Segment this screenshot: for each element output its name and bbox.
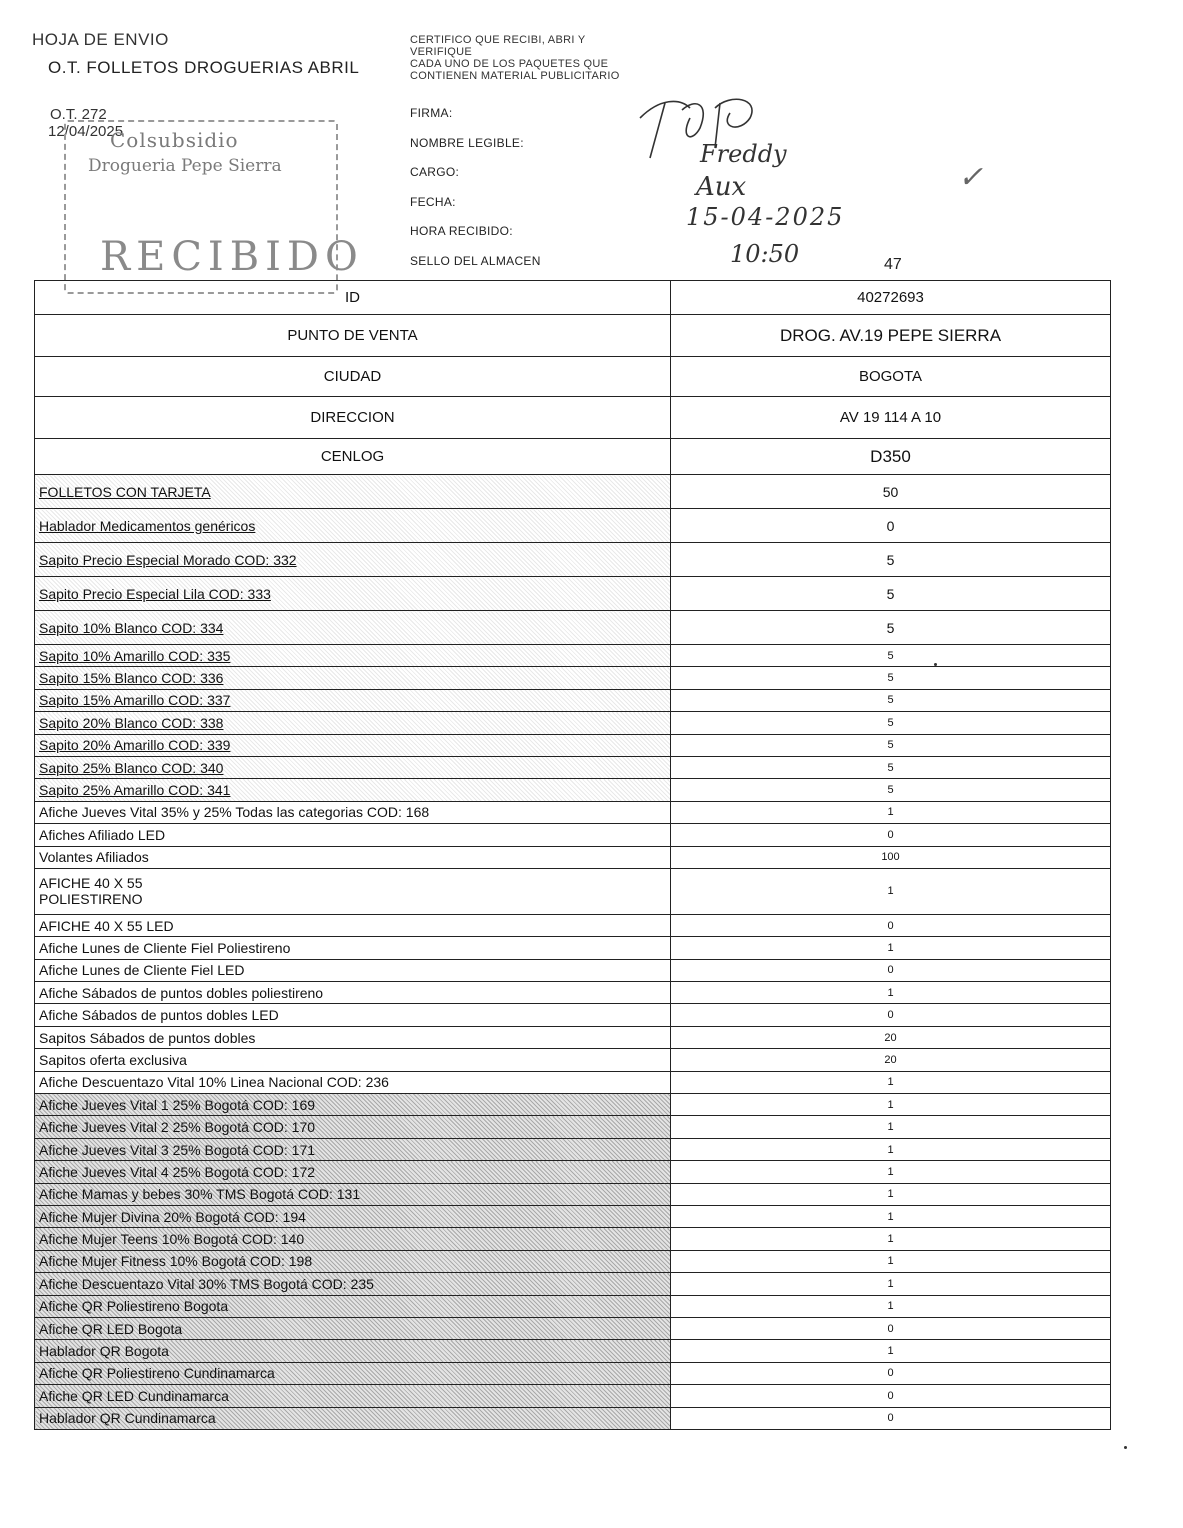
item-row: [35, 846, 1111, 868]
item-label-text: Hablador Medicamentos genéricos: [39, 517, 256, 534]
header-title: HOJA DE ENVIO: [32, 30, 169, 49]
item-label: [35, 577, 671, 611]
item-label-text: Afiche Lunes de Cliente Fiel LED: [39, 962, 245, 979]
item-label-text: Sapitos oferta exclusiva: [39, 1051, 187, 1068]
header-date: 12/04/2025: [48, 123, 124, 140]
item-row: [35, 475, 1111, 509]
item-label-text: Sapito 10% Amarillo COD: 335: [39, 647, 231, 664]
item-quantity: 1: [671, 868, 1111, 914]
item-label-text: Hablador QR Cundinamarca: [39, 1410, 216, 1427]
item-label: [35, 1250, 671, 1272]
check-mark: ✓: [958, 160, 984, 195]
item-label: [35, 1161, 671, 1183]
item-label-text: Volantes Afiliados: [39, 849, 149, 866]
item-quantity: 50: [671, 475, 1111, 509]
field-firma: FIRMA:: [410, 106, 453, 120]
item-label: [35, 824, 671, 846]
item-label: [35, 801, 671, 823]
info-value: D350: [671, 439, 1111, 475]
item-quantity: 1: [671, 1340, 1111, 1362]
handwritten-name: Freddy: [700, 140, 787, 168]
item-row: [35, 667, 1111, 689]
item-label-text: Afiches Afiliado LED: [39, 826, 166, 843]
item-row: [35, 712, 1111, 734]
info-label: CIUDAD: [35, 357, 671, 397]
info-value: BOGOTA: [671, 357, 1111, 397]
info-value: 40272693: [671, 281, 1111, 315]
item-row: [35, 1161, 1111, 1183]
item-label: [35, 1362, 671, 1384]
item-label-text: Afiche Descuentazo Vital 10% Linea Nacional COD: 236: [39, 1074, 389, 1091]
item-row: [35, 959, 1111, 981]
item-quantity: 0: [671, 914, 1111, 936]
item-row: [35, 1407, 1111, 1429]
order-number: O.T. 272: [50, 106, 107, 123]
item-quantity: 0: [671, 959, 1111, 981]
item-quantity: 5: [671, 543, 1111, 577]
item-label-text: Afiche Mujer Divina 20% Bogotá COD: 194: [39, 1208, 306, 1225]
info-row: [35, 357, 1111, 397]
item-quantity: 1: [671, 1273, 1111, 1295]
item-quantity: 5: [671, 577, 1111, 611]
item-quantity: 1: [671, 937, 1111, 959]
item-quantity: 1: [671, 801, 1111, 823]
scan-speck: [934, 663, 937, 666]
item-label-text: Sapito 25% Blanco COD: 340: [39, 759, 224, 776]
item-label: [35, 1273, 671, 1295]
item-quantity: 1: [671, 1161, 1111, 1183]
item-row: [35, 645, 1111, 667]
certification-text: [410, 34, 670, 82]
item-label: [35, 1340, 671, 1362]
item-row: [35, 1273, 1111, 1295]
item-quantity: 5: [671, 645, 1111, 667]
item-quantity: 20: [671, 1049, 1111, 1071]
item-label: [35, 645, 671, 667]
item-row: [35, 1094, 1111, 1116]
item-label-text: Afiche QR LED Bogota: [39, 1320, 183, 1337]
item-label: [35, 846, 671, 868]
item-quantity: 100: [671, 846, 1111, 868]
cert-line-2: VERIFIQUE: [410, 46, 472, 58]
item-label-text: AFICHE 40 X 55 LED: [39, 917, 174, 934]
item-label-text: Afiche Descuentazo Vital 30% TMS Bogotá COD: 235: [39, 1275, 374, 1292]
page-number: 47: [884, 256, 902, 273]
item-label-text: Afiche Mujer Fitness 10% Bogotá COD: 198: [39, 1253, 313, 1270]
handwritten-date: 15-04-2025: [686, 203, 845, 231]
item-label: [35, 1138, 671, 1160]
item-label: [35, 689, 671, 711]
item-quantity: 1: [671, 982, 1111, 1004]
stamp-word: RECIBIDO: [100, 234, 364, 280]
item-row: [35, 1250, 1111, 1272]
item-row: [35, 1049, 1111, 1071]
item-label: [35, 959, 671, 981]
item-row: [35, 801, 1111, 823]
item-label-text: Sapitos Sábados de puntos dobles: [39, 1029, 256, 1046]
item-quantity: 20: [671, 1026, 1111, 1048]
item-quantity: 0: [671, 1362, 1111, 1384]
info-label: ID: [35, 281, 671, 315]
item-row: [35, 756, 1111, 778]
item-quantity: 5: [671, 611, 1111, 645]
item-row: [35, 1295, 1111, 1317]
item-label: [35, 667, 671, 689]
item-label: [35, 1116, 671, 1138]
item-label: [35, 1004, 671, 1026]
item-label: [35, 1094, 671, 1116]
item-row: [35, 734, 1111, 756]
item-label-text: Hablador QR Bogota: [39, 1343, 169, 1360]
field-fecha: FECHA:: [410, 194, 456, 209]
item-label-text: Afiche Lunes de Cliente Fiel Poliestireno: [39, 939, 291, 956]
item-row: [35, 1385, 1111, 1407]
scan-speck: [1124, 1446, 1127, 1449]
info-value: DROG. AV.19 PEPE SIERRA: [671, 315, 1111, 357]
item-label-text: Sapito 15% Amarillo COD: 337: [39, 692, 231, 709]
item-label: [35, 734, 671, 756]
item-quantity: 5: [671, 712, 1111, 734]
item-label-text: Afiche QR LED Cundinamarca: [39, 1387, 229, 1404]
info-label: CENLOG: [35, 439, 671, 475]
item-label-text: Sapito 25% Amarillo COD: 341: [39, 782, 231, 799]
item-row: [35, 577, 1111, 611]
signature-fields: [410, 106, 541, 283]
item-quantity: 1: [671, 1183, 1111, 1205]
item-quantity: 1: [671, 1138, 1111, 1160]
item-label: [35, 1205, 671, 1227]
item-label: [35, 1071, 671, 1093]
item-label: [35, 712, 671, 734]
item-label-text: AFICHE 40 X 55: [39, 875, 143, 892]
header-subtitle: O.T. FOLLETOS DROGUERIAS ABRIL: [48, 58, 360, 77]
field-cargo: CARGO:: [410, 165, 460, 179]
item-label-text: Afiche QR Poliestireno Bogota: [39, 1298, 229, 1315]
item-quantity: 1: [671, 1094, 1111, 1116]
item-label: [35, 868, 671, 914]
item-row: [35, 868, 1111, 914]
item-label: [35, 509, 671, 543]
item-quantity: 1: [671, 1071, 1111, 1093]
item-quantity: 0: [671, 1385, 1111, 1407]
item-quantity: 0: [671, 824, 1111, 846]
item-quantity: 1: [671, 1116, 1111, 1138]
item-label: [35, 1228, 671, 1250]
handwritten-role: Aux: [696, 172, 747, 202]
item-label-text: FOLLETOS CON TARJETA: [39, 483, 211, 500]
item-label: [35, 937, 671, 959]
info-value: AV 19 114 A 10: [671, 397, 1111, 439]
item-quantity: 5: [671, 756, 1111, 778]
stamp-store: Drogueria Pepe Sierra: [88, 156, 282, 176]
item-label-text: Afiche Jueves Vital 4 25% Bogotá COD: 172: [39, 1163, 316, 1180]
cert-line-4: CONTIENEN MATERIAL PUBLICITARIO: [410, 70, 620, 82]
item-label-text: Afiche QR Poliestireno Cundinamarca: [39, 1365, 275, 1382]
delivery-table: [34, 280, 1111, 1430]
item-label-text: Afiche Jueves Vital 3 25% Bogotá COD: 171: [39, 1141, 316, 1158]
item-label-text: Afiche Jueves Vital 2 25% Bogotá COD: 170: [39, 1119, 316, 1136]
item-label-text: Afiche Sábados de puntos dobles poliestireno: [39, 984, 324, 1001]
item-label-text: Sapito 20% Blanco COD: 338: [39, 714, 224, 731]
item-row: [35, 543, 1111, 577]
cert-line-3: CADA UNO DE LOS PAQUETES QUE: [410, 58, 609, 70]
info-row: [35, 397, 1111, 439]
item-row: [35, 1004, 1111, 1026]
item-quantity: 5: [671, 734, 1111, 756]
item-quantity: 0: [671, 1407, 1111, 1429]
info-row: [35, 439, 1111, 475]
item-row: [35, 689, 1111, 711]
item-quantity: 1: [671, 1295, 1111, 1317]
item-quantity: 5: [671, 667, 1111, 689]
item-label-text: Sapito Precio Especial Lila COD: 333: [39, 585, 271, 602]
item-label-text: Afiche Mujer Teens 10% Bogotá COD: 140: [39, 1231, 305, 1248]
item-label-text: Sapito Precio Especial Morado COD: 332: [39, 551, 297, 568]
info-label: DIRECCION: [35, 397, 671, 439]
item-quantity: 0: [671, 1317, 1111, 1339]
item-row: [35, 779, 1111, 801]
item-label-text: Sapito 15% Blanco COD: 336: [39, 670, 224, 687]
item-row: [35, 824, 1111, 846]
item-quantity: 1: [671, 1228, 1111, 1250]
cert-line-1: CERTIFICO QUE RECIBI, ABRI Y: [410, 34, 586, 46]
item-label: [35, 475, 671, 509]
item-label: [35, 779, 671, 801]
item-label-text: Afiche Jueves Vital 35% y 25% Todas las categorias COD: 168: [39, 804, 430, 821]
item-row: [35, 1071, 1111, 1093]
item-row: [35, 914, 1111, 936]
item-label: [35, 1385, 671, 1407]
item-label: [35, 1295, 671, 1317]
item-label: [35, 1407, 671, 1429]
item-label-text: Afiche Mamas y bebes 30% TMS Bogotá COD: 131: [39, 1186, 361, 1203]
item-label-text: Afiche Jueves Vital 1 25% Bogotá COD: 169: [39, 1096, 316, 1113]
item-label: [35, 756, 671, 778]
item-row: [35, 937, 1111, 959]
item-label: [35, 1317, 671, 1339]
info-row: [35, 281, 1111, 315]
item-quantity: 5: [671, 779, 1111, 801]
info-label: PUNTO DE VENTA: [35, 315, 671, 357]
item-row: [35, 611, 1111, 645]
item-label-text: Sapito 20% Amarillo COD: 339: [39, 737, 231, 754]
item-label: [35, 1049, 671, 1071]
field-nombre: NOMBRE LEGIBLE:: [410, 135, 524, 150]
item-row: [35, 1138, 1111, 1160]
item-label-text: Sapito 10% Blanco COD: 334: [39, 619, 224, 636]
item-label: [35, 611, 671, 645]
received-stamp: [64, 120, 364, 294]
handwritten-time: 10:50: [730, 240, 800, 268]
item-label-text: Afiche Sábados de puntos dobles LED: [39, 1007, 279, 1024]
item-label: [35, 982, 671, 1004]
item-row: [35, 1340, 1111, 1362]
item-row: [35, 982, 1111, 1004]
item-label: [35, 543, 671, 577]
item-label: [35, 1026, 671, 1048]
item-row: [35, 1026, 1111, 1048]
item-quantity: 0: [671, 509, 1111, 543]
field-hora: HORA RECIBIDO:: [410, 224, 513, 238]
item-row: [35, 1362, 1111, 1384]
item-quantity: 0: [671, 1004, 1111, 1026]
item-row: [35, 1205, 1111, 1227]
stamp-brand: Colsubsidio: [110, 128, 239, 152]
item-label: [35, 914, 671, 936]
item-row: [35, 1116, 1111, 1138]
item-label-text-2: POLIESTIRENO: [39, 891, 143, 908]
item-quantity: 1: [671, 1250, 1111, 1272]
item-quantity: 5: [671, 689, 1111, 711]
item-label: [35, 1183, 671, 1205]
item-row: [35, 1183, 1111, 1205]
field-sello: SELLO DEL ALMACEN: [410, 253, 541, 268]
item-row: [35, 509, 1111, 543]
info-row: [35, 315, 1111, 357]
item-row: [35, 1228, 1111, 1250]
item-row: [35, 1317, 1111, 1339]
item-quantity: 1: [671, 1205, 1111, 1227]
